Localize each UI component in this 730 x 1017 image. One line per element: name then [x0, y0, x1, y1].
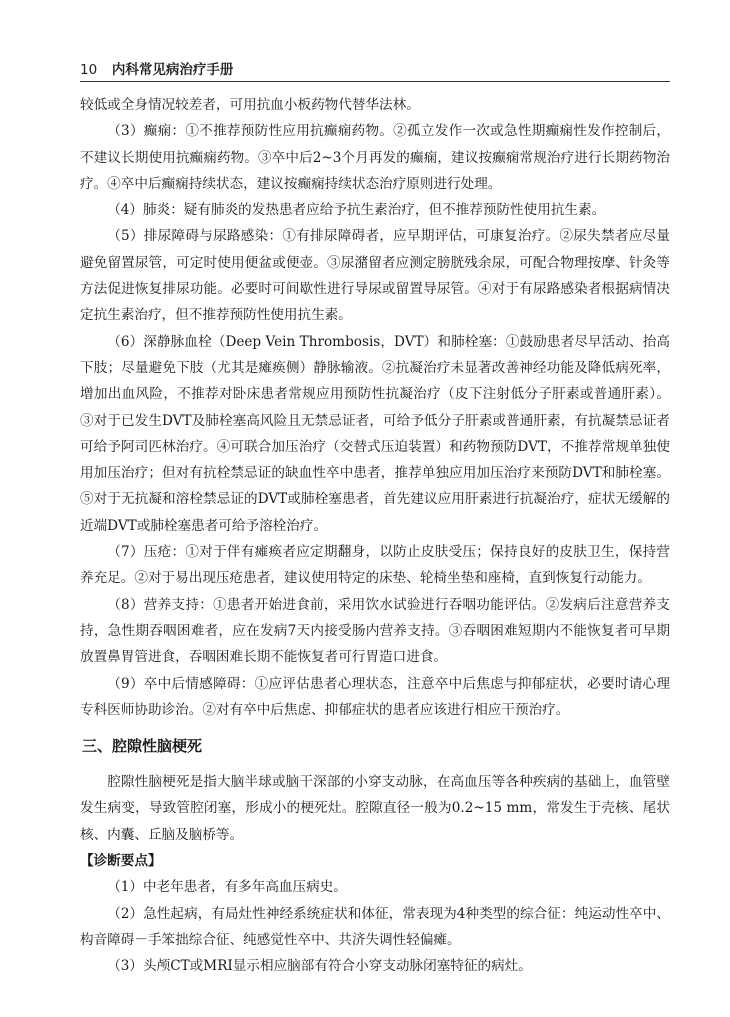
- paragraph: 腔隙性脑梗死是指大脑半球或脑干深部的小穿支动脉，在高血压等各种疾病的基础上，血管壁发生病变，导致管腔闭塞，形成小的梗死灶。腔隙直径一般为0.2~15 mm，常发生于壳核、尾状核、内囊、丘脑及脑桥等。: [80, 774, 670, 843]
- paragraph: （1）中老年患者，有多年高血压病史。: [107, 879, 347, 896]
- paragraph: （8）营养支持：①患者开始进食前，采用饮水试验进行吞咽功能评估。②发病后注意营养支持，急性期吞咽困难者，应在发病7天内接受肠内营养支持。③吞咽困难短期内不能恢复者可早期放置鼻胃管进食，吞咽困难长期不能恢复者可行胃造口进食。: [80, 596, 670, 666]
- paragraph: （4）肺炎：疑有肺炎的发热患者应给予抗生素治疗，但不推荐预防性使用抗生素。: [107, 202, 606, 219]
- paragraph: （5）排尿障碍与尿路感染：①有排尿障碍者，应早期评估，可康复治疗。②尿失禁者应尽量避免留置尿管，可定时使用便盆或便壶。③尿潴留者应测定膀胱残余尿，可配合物理按摩、针灸等方法促进恢复排尿功能。必要时可间歇性进行导尿或留置导尿管。④对于有尿路感染者根据病情决定抗生素治疗，但不推荐预防性使用抗生素。: [80, 228, 670, 324]
- section-heading: 三、腔隙性脑梗死: [82, 737, 203, 756]
- paragraph: （6）深静脉血栓（Deep Vein Thrombosis，DVT）和肺栓塞：①鼓励患者尽早活动、抬高下肢；尽量避免下肢（尤其是瘫痪侧）静脉输液。②抗凝治疗未显著改善神经功能及降低病死率，增加出血风险，不推荐对卧床患者常规应用预防性抗凝治疗（皮下注射低分子肝素或普通肝素）。③对于已发生DVT及肺栓塞高风险且无禁忌证者，可给予低分子肝素或普通肝素，有抗凝禁忌证者可给予阿司匹林治疗。④可联合加压治疗（交替式压迫装置）和药物预防DVT，不推荐常规单独使用加压治疗；但对有抗栓禁忌证的缺血性卒中患者，推荐单独应用加压治疗来预防DVT和肺栓塞。⑤对于无抗凝和溶栓禁忌证的DVT或肺栓塞患者，首先建议应用肝素进行抗凝治疗，症状无缓解的近端DVT或肺栓塞患者可给予溶栓治疗。: [80, 333, 670, 534]
- page-number: 10: [80, 62, 98, 78]
- paragraph: （3）头颅CT或MRI显示相应脑部有符合小穿支动脉闭塞特征的病灶。: [107, 958, 532, 975]
- paragraph: （9）卒中后情感障碍：①应评估患者心理状态，注意卒中后焦虑与抑郁症状，必要时请心理专科医师协助诊治。②对有卒中后焦虑、抑郁症状的患者应该进行相应干预治疗。: [80, 675, 670, 718]
- diagnosis-heading-text: 【诊断要点】: [80, 853, 162, 870]
- page-body: [80, 92, 670, 980]
- diagnosis-heading: [80, 848, 670, 874]
- book-title: 内科常见病治疗手册: [111, 62, 234, 78]
- paragraph: （3）癫痫：①不推荐预防性应用抗癫痫药物。②孤立发作一次或急性期癫痫性发作控制后，不建议长期使用抗癫痫药物。③卒中后2~3个月再发的癫痫，建议按癫痫常规治疗进行长期药物治疗。④卒中后癫痫持续状态，建议按癫痫持续状态治疗原则进行处理。: [80, 123, 670, 192]
- running-header: [80, 58, 668, 82]
- paragraph: （7）压疮：①对于伴有瘫痪者应定期翻身，以防止皮肤受压；保持良好的皮肤卫生，保持营养充足。②对于易出现压疮患者，建议使用特定的床垫、轮椅坐垫和座椅，直到恢复行动能力。: [80, 544, 670, 587]
- paragraph: 较低或全身情况较差者，可用抗血小板药物代替华法林。: [80, 97, 420, 113]
- header-rule: [80, 81, 670, 82]
- paragraph: （2）急性起病，有局灶性神经系统症状和体征，常表现为4种类型的综合征：纯运动性卒中、构音障碍－手笨拙综合征、纯感觉性卒中、共济失调性轻偏瘫。: [80, 905, 670, 948]
